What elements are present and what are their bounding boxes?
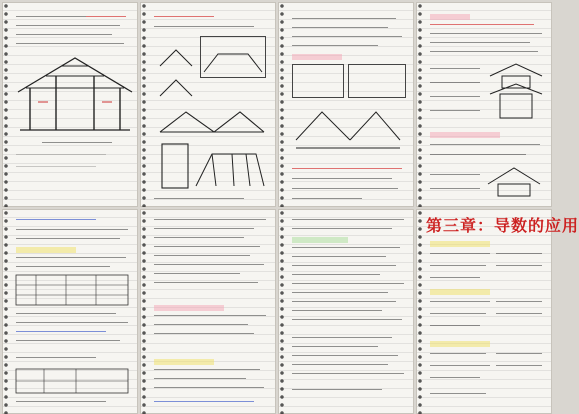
spiral-binding bbox=[2, 209, 10, 414]
spiral-binding bbox=[140, 2, 148, 207]
roof-types-sketch bbox=[156, 36, 268, 196]
diagram-box bbox=[292, 64, 344, 98]
spiral-binding bbox=[416, 2, 424, 207]
spiral-binding bbox=[278, 209, 286, 414]
pagoda-sketch bbox=[488, 62, 544, 122]
building-section-drawing bbox=[16, 52, 134, 134]
spiral-binding bbox=[140, 209, 148, 414]
diagram-box bbox=[348, 64, 406, 98]
note-page-7 bbox=[278, 209, 414, 414]
roof-sketch bbox=[486, 164, 542, 198]
sign-table bbox=[16, 275, 128, 305]
chapter-headline: 第三章：导数的应用 bbox=[426, 216, 579, 235]
note-page-6 bbox=[140, 209, 276, 414]
note-page-3 bbox=[278, 2, 414, 207]
note-page-4 bbox=[416, 2, 552, 207]
note-page-2 bbox=[140, 2, 276, 207]
note-page-5 bbox=[2, 209, 138, 414]
note-page-1 bbox=[2, 2, 138, 207]
roof-components-sketch bbox=[292, 100, 404, 160]
spiral-binding bbox=[2, 2, 10, 207]
spiral-binding bbox=[278, 2, 286, 207]
note-page-8 bbox=[416, 209, 579, 414]
spiral-binding bbox=[416, 209, 424, 414]
sign-table bbox=[16, 369, 128, 393]
